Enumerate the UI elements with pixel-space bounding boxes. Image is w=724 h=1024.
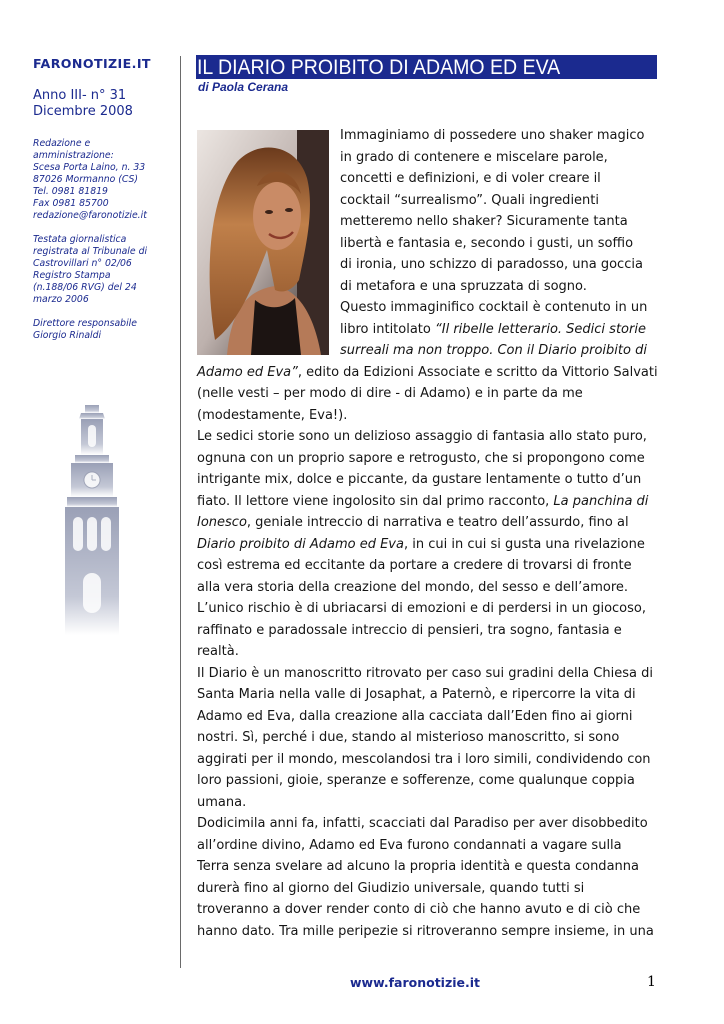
body-text-segment: umana. — [197, 794, 247, 810]
registration-line: registrata al Tribunale di — [33, 246, 148, 257]
italic-text: Diario proibito di Adamo ed Eva — [197, 536, 404, 552]
body-text-segment: L’unico rischio è di ubriacarsi di emozioni e di perdersi in un giocoso, — [197, 601, 646, 616]
article-body — [197, 125, 658, 942]
body-line — [197, 878, 629, 900]
vertical-divider — [180, 56, 181, 968]
body-text-segment: di ironia, uno schizzo di paradosso, una goccia — [340, 257, 643, 272]
registration-line: Testata giornalistica — [33, 234, 127, 245]
body-line — [197, 770, 635, 792]
body-text-segment: cocktail “surrealismo”. Quali ingredienti — [340, 192, 599, 208]
body-text-segment: Dodicimila anni fa, infatti, scacciati dal Paradiso per aver disobbedito — [197, 816, 648, 831]
body-text-segment: concetti e definizioni, e di voler creare il — [340, 171, 601, 186]
body-line — [197, 512, 629, 534]
issue-date: Dicembre 2008 — [33, 104, 133, 119]
body-text-segment: ognuna con un proprio sapore e retrogusto, che si propongono come — [197, 450, 645, 466]
body-line — [197, 125, 645, 147]
body-line — [197, 620, 629, 642]
body-text-segment: Terra senza svelare ad alcuno la propria identità e questa condanna — [197, 859, 639, 874]
body-line — [197, 426, 647, 448]
body-line — [197, 534, 645, 556]
body-line — [197, 233, 634, 255]
body-text-segment: Immaginiamo di possedere uno shaker magico — [340, 128, 645, 143]
body-text-segment: libertà e fantasia e, secondo i gusti, un soffio — [340, 235, 634, 251]
body-line — [197, 319, 646, 341]
issue-number: Anno III- n° 31 — [33, 88, 127, 103]
director-line: Giorgio Rinaldi — [33, 330, 102, 341]
body-line — [197, 297, 648, 319]
body-text-segment: , edito da Edizioni Associate e scritto da Vittorio Salvati — [297, 364, 658, 380]
body-text-segment: durerà fino al giorno del Giudizio universale, quando tutti si — [197, 880, 585, 896]
body-text-segment: all’ordine divino, Adamo ed Eva furono condannati a vagare sulla — [197, 837, 622, 853]
registration-info — [33, 234, 173, 306]
registration-line: Registro Stampa — [33, 270, 111, 281]
body-line — [197, 383, 629, 405]
body-line — [197, 254, 643, 276]
body-text-segment: realtà. — [197, 644, 239, 659]
body-line — [197, 168, 629, 190]
body-text-segment: Il Diario è un manoscritto ritrovato per caso sui gradini della Chiesa di — [197, 665, 653, 681]
editorial-line: amministrazione: — [33, 150, 114, 161]
masthead-info — [33, 138, 173, 342]
body-line — [197, 835, 629, 857]
footer-url[interactable]: www.faronotizie.it — [349, 975, 480, 990]
body-text-segment: aggirati per il mondo, mescolandosi tra i loro simili, condividendo con — [197, 751, 651, 767]
body-line — [197, 555, 632, 577]
brand-name: FARONOTIZIE.IT — [33, 56, 151, 71]
body-line — [197, 641, 629, 663]
editorial-line: 87026 Mormanno (CS) — [33, 174, 139, 185]
italic-text: Adamo ed Eva” — [197, 364, 298, 380]
body-text-segment: Le sedici storie sono un delizioso assaggio di fantasia allo stato puro, — [197, 429, 647, 444]
body-text-segment: troveranno a dover render conto di ciò che hanno avuto e di ciò che — [197, 902, 641, 917]
director-info — [33, 318, 173, 342]
body-text-segment: alla vera storia della creazione del mondo, del sesso e dell’amore. — [197, 579, 629, 595]
body-line — [197, 663, 653, 685]
body-text-segment: Adamo ed Eva, dalla creazione alla cacciata dall’Eden fino ai giorni — [197, 708, 633, 724]
body-line — [197, 792, 629, 814]
body-text-segment: Santa Maria nella valle di Josaphat, a Paternò, e ripercorre la vita di — [197, 687, 636, 702]
body-line — [197, 405, 629, 427]
issue-info — [33, 88, 173, 120]
body-text-segment: così estrema ed eccitante da portare a credere di trovarsi di fronte — [197, 558, 632, 573]
body-line — [197, 921, 654, 943]
editorial-line: Scesa Porta Laino, n. 33 — [33, 162, 146, 173]
page-number: 1 — [647, 974, 656, 990]
body-line — [197, 211, 629, 233]
registration-line: Castrovillari n° 02/06 — [33, 258, 132, 269]
body-text-segment: in grado di contenere e miscelare parole, — [340, 149, 608, 165]
body-line — [197, 577, 629, 599]
body-line — [197, 856, 639, 878]
body-text-segment: intrigante mix, dolce e piccante, da gustare lentamente o tutto d’un — [197, 472, 642, 487]
editorial-line: Fax 0981 85700 — [33, 198, 109, 209]
article-title: IL DIARIO PROIBITO DI ADAMO ED EVA — [197, 56, 561, 79]
body-text-segment: di metafora e una spruzzata di sogno. — [340, 278, 587, 294]
body-line — [197, 276, 629, 298]
body-text-segment: , in cui in cui si gusta una rivelazione — [403, 536, 645, 552]
body-text-segment: hanno dato. Tra mille peripezie si ritroveranno sempre insieme, in una — [197, 923, 654, 939]
registration-line: (n.188/06 RVG) del 24 — [33, 282, 137, 293]
article-byline: di Paola Cerana — [198, 80, 289, 94]
body-line — [197, 147, 629, 169]
body-text-segment: nostri. Sì, perché i due, stando al misterioso manoscritto, si sono — [197, 730, 620, 745]
body-line — [197, 727, 629, 749]
bell-tower-image — [55, 405, 129, 635]
body-line — [197, 190, 629, 212]
body-text-segment: (nelle vesti – per modo di dire - di Adamo) e in parte da me — [197, 386, 583, 401]
editorial-line: Tel. 0981 81819 — [33, 186, 108, 197]
body-text-segment: (modestamente, Eva!). — [197, 407, 348, 423]
body-line — [197, 362, 658, 384]
body-line — [197, 899, 641, 921]
editorial-line: redazione@faronotizie.it — [33, 210, 147, 221]
body-text-segment: , geniale intreccio di narrativa e teatro dell’assurdo, fino al — [246, 515, 629, 530]
italic-text: Ionesco — [197, 515, 247, 530]
italic-text: “Il ribelle letterario. Sedici storie — [435, 321, 646, 337]
body-line — [197, 749, 651, 771]
italic-text: surreali ma non troppo. Con il Diario proibito di — [340, 343, 647, 358]
body-line — [197, 684, 636, 706]
body-text-segment: libro intitolato — [340, 321, 435, 337]
body-line — [197, 491, 649, 513]
editorial-line: Redazione e — [33, 138, 91, 149]
body-line — [197, 598, 646, 620]
sidebar — [33, 56, 173, 354]
director-line: Direttore responsabile — [33, 318, 137, 329]
body-line — [197, 813, 648, 835]
body-text-segment: loro passioni, gioie, speranze e sofferenze, come qualunque coppia — [197, 773, 635, 788]
body-text-segment: metteremo nello shaker? Sicuramente tanta — [340, 214, 628, 229]
body-line — [197, 706, 633, 728]
body-line — [197, 340, 647, 362]
editorial-address — [33, 138, 173, 222]
body-text-segment: Questo immaginifico cocktail è contenuto in un — [340, 300, 648, 315]
body-line — [197, 469, 642, 491]
italic-text: La panchina di — [553, 493, 649, 509]
body-line — [197, 448, 645, 470]
body-text-segment: fiato. Il lettore viene ingolosito sin dal primo racconto, — [197, 493, 554, 509]
registration-line: marzo 2006 — [33, 294, 89, 305]
body-text-segment: raffinato e paradossale intreccio di pensieri, tra sogno, fantasia e — [197, 622, 622, 638]
